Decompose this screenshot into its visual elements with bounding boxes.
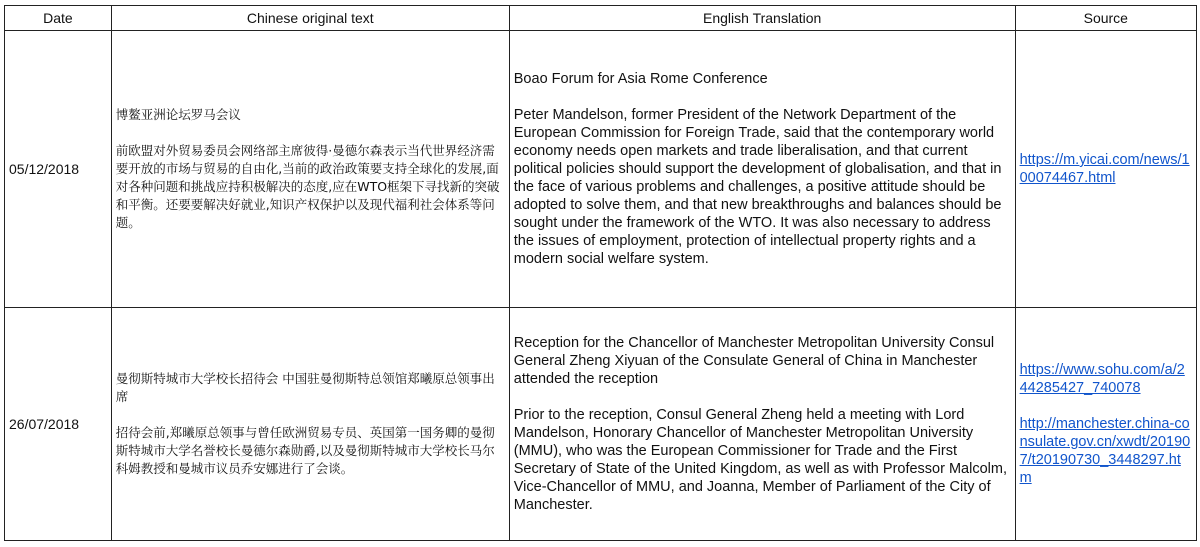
table-row [5, 31, 1197, 308]
chinese-cell [111, 31, 509, 308]
source-link[interactable]: http://manchester.china-consulate.gov.cn/xwdt/201907/t20190730_3448297.htm [1019, 416, 1191, 486]
source-cell [1015, 308, 1196, 541]
english-cell [509, 31, 1015, 308]
source-cell [1015, 31, 1196, 308]
header-chinese: Chinese original text [111, 6, 509, 31]
english-body: Peter Mandelson, former President of the Network Department of the European Commission for Foreign Trade, said that the contemporary world economy needs open markets and trade liberalisation, and that current political policies should support the development of globalisation, and that in the face of various problems and challenges, a positive attitude should be adopted to solve them, and that new breakthroughs and balances should be sought under the framework of the WTO. It was also necessary to address the issues of employment, protection of intellectual property rights and a modern social welfare system. [513, 107, 1002, 267]
table-row [5, 308, 1197, 541]
document-table-wrapper [4, 5, 1197, 541]
english-body: Prior to the reception, Consul General Zheng held a meeting with Lord Mandelson, Honorary Chancellor of Manchester Metropolitan University (MMU), who was the European Commissioner for Trade and the First Secretary of State of the United Kingdom, as well as with Professor Malcolm, Vice-Chancellor of MMU, and Joanna, Member of Parliament of the City of Manchester. [513, 407, 1007, 513]
source-link[interactable]: https://m.yicai.com/news/100074467.html [1019, 152, 1190, 186]
date-cell: 26/07/2018 [5, 308, 112, 541]
chinese-body: 招待会前,郑曦原总领事与曾任欧洲贸易专员、英国第一国务卿的曼彻斯特城市大学名誉校长曼德尔森勋爵,以及曼彻斯特城市大学校长马尔科姆教授和曼城市议员乔安娜进行了会谈。 [115, 425, 495, 476]
translation-table [4, 5, 1197, 541]
chinese-title: 曼彻斯特城市大学校长招待会 中国驻曼彻斯特总领馆郑曦原总领事出席 [115, 371, 495, 404]
chinese-body: 前欧盟对外贸易委员会网络部主席彼得·曼德尔森表示当代世界经济需要开放的市场与贸易的自由化,当前的政治政策要支持全球化的发展,面对各种问题和挑战应持积极解决的态度,应在WTO框架下寻找新的突破和平衡。还要要解决好就业,知识产权保护以及现代福利社会体系等问题。 [115, 143, 500, 230]
chinese-title: 博鳌亚洲论坛罗马会议 [115, 107, 241, 122]
header-date: Date [5, 6, 112, 31]
header-row [5, 6, 1197, 31]
chinese-cell [111, 308, 509, 541]
english-title: Reception for the Chancellor of Manchester Metropolitan University Consul General Zheng Xiyuan of the Consulate General of China in Manchester attended the reception [513, 335, 995, 387]
english-cell [509, 308, 1015, 541]
source-link[interactable]: https://www.sohu.com/a/244285427_740078 [1019, 362, 1185, 396]
date-cell: 05/12/2018 [5, 31, 112, 308]
header-english: English Translation [509, 6, 1015, 31]
header-source: Source [1015, 6, 1196, 31]
english-title: Boao Forum for Asia Rome Conference [513, 71, 768, 87]
